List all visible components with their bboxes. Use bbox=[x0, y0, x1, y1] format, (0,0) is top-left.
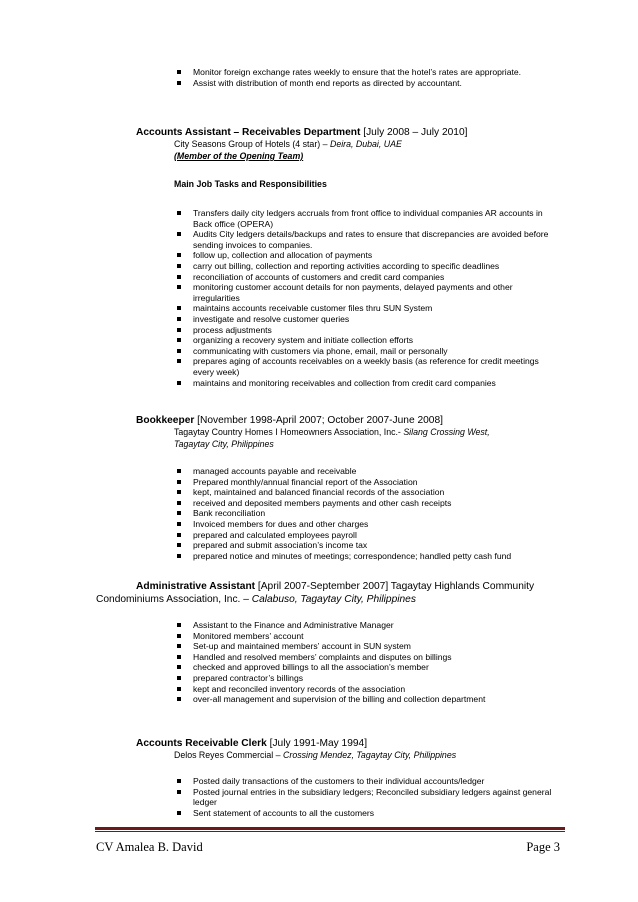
employer-location: Calabuso, Tagaytay City, Philippines bbox=[251, 594, 416, 605]
employer-location: Tagaytay City, Philippines bbox=[174, 439, 274, 449]
job-title: Accounts Receivable Clerk bbox=[136, 738, 267, 749]
list-item: reconciliation of accounts of customers and credit card companies bbox=[177, 272, 553, 283]
employer-line bbox=[96, 593, 416, 606]
job1-bullet-list bbox=[177, 208, 553, 388]
job3-bullet-list bbox=[177, 620, 553, 705]
employer-name: Tagaytay Country Homes I Homeowners Association, Inc.- bbox=[174, 427, 404, 437]
list-item: checked and approved billings to all the association’s member bbox=[177, 662, 553, 673]
list-item: kept and reconciled inventory records of the association bbox=[177, 684, 553, 695]
list-item: prepared and submit association’s income tax bbox=[177, 540, 553, 551]
opening-team-note bbox=[174, 151, 303, 162]
list-item: Prepared monthly/annual financial report of the Association bbox=[177, 477, 553, 488]
job-title: Accounts Assistant – Receivables Department bbox=[136, 127, 361, 138]
list-item: Set-up and maintained members’ account in SUN system bbox=[177, 641, 553, 652]
tasks-heading: Main Job Tasks and Responsibilities bbox=[174, 179, 327, 189]
list-item: Invoiced members for dues and other charges bbox=[177, 519, 553, 530]
list-item: Transfers daily city ledgers accruals from front office to individual companies AR accounts in Back office (OPERA) bbox=[177, 208, 553, 229]
list-item: process adjustments bbox=[177, 325, 553, 336]
job-dates: [July 1991-May 1994] bbox=[266, 738, 368, 749]
employer-line-2 bbox=[174, 439, 274, 450]
footer-page-number: Page 3 bbox=[526, 840, 560, 854]
job-heading bbox=[136, 414, 443, 427]
job-heading bbox=[136, 737, 367, 750]
job4-bullet-list bbox=[177, 776, 553, 818]
list-item: received and deposited members payments and other cash receipts bbox=[177, 498, 553, 509]
list-item: carry out billing, collection and reporting activities according to specific deadlines bbox=[177, 261, 553, 272]
list-item: Handled and resolved members’ complaints and disputes on billings bbox=[177, 652, 553, 663]
list-item: communicating with customers via phone, email, mail or personally bbox=[177, 346, 553, 357]
footer-author: CV Amalea B. David bbox=[96, 840, 203, 854]
list-item: over-all management and supervision of the billing and collection department bbox=[177, 694, 553, 705]
job-dates: [November 1998-April 2007; October 2007-June 2008] bbox=[194, 415, 443, 426]
job-heading bbox=[136, 126, 467, 139]
list-item: prepares aging of accounts receivables on a weekly basis (as reference for credit meetings every week) bbox=[177, 356, 553, 377]
job-title: Administrative Assistant bbox=[136, 581, 256, 592]
list-item: maintains and monitoring receivables and collection from credit card companies bbox=[177, 378, 553, 389]
list-item: prepared and calculated employees payroll bbox=[177, 530, 553, 541]
list-item: Monitored members’ account bbox=[177, 631, 553, 642]
list-item: prepared contractor’s billings bbox=[177, 673, 553, 684]
list-item: managed accounts payable and receivable bbox=[177, 466, 553, 477]
employer-location: Crossing Mendez, Tagaytay City, Philippines bbox=[283, 750, 457, 760]
list-item: Sent statement of accounts to all the customers bbox=[177, 808, 553, 819]
list-item: monitoring customer account details for non payments, delayed payments and other irregularities bbox=[177, 282, 553, 303]
list-item: organizing a recovery system and initiate collection efforts bbox=[177, 335, 553, 346]
job-heading bbox=[136, 580, 534, 593]
employer-name: Delos Reyes Commercial – bbox=[174, 750, 284, 760]
employer-line bbox=[174, 427, 490, 438]
list-item: Posted journal entries in the subsidiary ledgers; Reconciled subsidiary ledgers against general ledger bbox=[177, 787, 553, 808]
employer-name: City Seasons Group of Hotels (4 star) – bbox=[174, 139, 330, 149]
list-item: Assistant to the Finance and Administrative Manager bbox=[177, 620, 553, 631]
employer-location: Silang Crossing West, bbox=[403, 427, 490, 437]
job-dates: [April 2007-September 2007] Tagaytay Highlands Community bbox=[255, 581, 535, 592]
list-item: maintains accounts receivable customer files thru SUN System bbox=[177, 303, 553, 314]
employer-name: Condominiums Association, Inc. – bbox=[96, 594, 252, 605]
list-item: kept, maintained and balanced financial records of the association bbox=[177, 487, 553, 498]
list-item: Monitor foreign exchange rates weekly to ensure that the hotel’s rates are appropriate. bbox=[177, 67, 553, 78]
list-item: investigate and resolve customer queries bbox=[177, 314, 553, 325]
employer-line bbox=[174, 139, 402, 150]
list-item: Posted daily transactions of the customers to their individual accounts/ledger bbox=[177, 776, 553, 787]
note-text: (Member of the Opening Team) bbox=[174, 151, 304, 161]
intro-bullet-list bbox=[177, 67, 553, 88]
list-item: Assist with distribution of month end reports as directed by accountant. bbox=[177, 78, 553, 89]
list-item: Audits City ledgers details/backups and rates to ensure that discrepancies are avoided before sending invoices to companies. bbox=[177, 229, 553, 250]
employer-location: Deira, Dubai, UAE bbox=[329, 139, 402, 149]
footer-rule bbox=[95, 827, 565, 830]
list-item: Bank reconciliation bbox=[177, 508, 553, 519]
job-dates: [July 2008 – July 2010] bbox=[360, 127, 468, 138]
job-title: Bookkeeper bbox=[136, 415, 195, 426]
employer-line bbox=[174, 750, 456, 761]
list-item: prepared notice and minutes of meetings; correspondence; handled petty cash fund bbox=[177, 551, 553, 562]
job2-bullet-list bbox=[177, 466, 553, 561]
list-item: follow up, collection and allocation of payments bbox=[177, 250, 553, 261]
footer-rule-thin bbox=[95, 831, 565, 832]
